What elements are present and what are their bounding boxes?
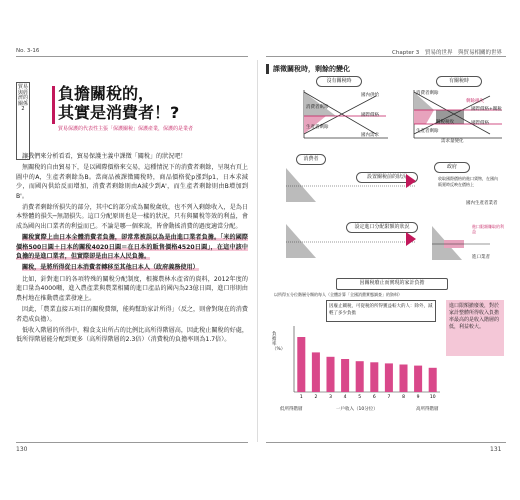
right-page-header (392, 48, 502, 56)
flow-arrow (406, 232, 416, 246)
flow-diagram-2 (286, 220, 426, 260)
flow-note-producer: 國內生產者業者 (466, 201, 498, 206)
paragraph: 比如，針對進口的各項特殊的關稅分配制度，根據農林水產省的資料，2012年度的進口量為4000噸，進入農產業與農業相關的進口產品的國內為23億日圓，進口形則由農村地在推動農產業發達上。 (16, 275, 248, 302)
right-header-rule (266, 56, 506, 57)
left-footer-rule (16, 442, 248, 443)
flow-diagram-1 (286, 164, 426, 204)
gutter (257, 60, 258, 442)
graph2-label: 關稅稅收 (436, 120, 454, 125)
page-subtitle: 貿易保護的代表性主張「保護關稅」保護產業，保護的是業者 (58, 126, 194, 132)
flow-import-quota-box: 設定進口分配限額的狀況 (346, 222, 418, 233)
chart-ylabel: 負擔率（%） (272, 332, 286, 352)
left-page-header: No. 3-16 (16, 48, 40, 54)
bar (341, 359, 349, 392)
flow-government-box: 政府 (434, 162, 470, 173)
graph2-label: 生產者剩餘 (416, 129, 439, 134)
paragraph: 讓我們來分析看看，貿易保護主義中課徵「關稅」的狀況吧！ (22, 153, 187, 160)
graph-with-tariff (406, 88, 506, 143)
x-tick-label: 10 (429, 395, 436, 400)
flow-consumer-box: 消費者 (296, 154, 326, 165)
graph2-label: 國際價格 (471, 121, 489, 126)
paragraph (16, 263, 248, 272)
right-page-number: 131 (490, 446, 502, 453)
page-title-line2: 其實是消費者！? (58, 103, 180, 122)
graph2-label: 需求量變化 (441, 139, 464, 144)
flow-arrow (406, 174, 416, 188)
x-tick-label: 4 (343, 395, 347, 400)
burden-bar-chart (276, 322, 446, 402)
body-text (16, 152, 248, 347)
bar (297, 337, 305, 392)
paragraph: 消費者剩餘所損失的部分，其中C的部分成為關稅歲收，也不列入剩餘收入，是為日本整體的損失─無謂損失。這口分配原則也是一樣的狀況，只有與關稅等效的利益，會成為國內出口業者的利益而已。不論是哪一個來說，皆會動搖消費的過度適當分配。 (16, 204, 248, 230)
left-page (16, 64, 248, 438)
chart-xlabel-left: 低所得階層 (280, 407, 303, 412)
paragraph: 因此，「農業直接五項目的關稅費額，能夠幫助家計所得」（反之，則會對現在的消費者造成負擔）。 (16, 306, 248, 323)
right-footer-rule (266, 442, 506, 443)
bar (385, 363, 393, 392)
x-tick-label: 5 (358, 395, 362, 400)
graph2-title: 有關稅時 (436, 76, 482, 87)
bar (356, 361, 364, 392)
flow-before-tariff-box: 設置關稅前的狀況 (356, 172, 418, 183)
title-accent-bar (52, 86, 55, 124)
flow-note: 收取國際價格的進口貨物，在國內販賣時反映在價格上 (438, 176, 498, 187)
graph1-label: 消費者剩餘 (306, 105, 329, 110)
graph1-label: 國內供給 (361, 93, 379, 98)
x-tick-label: 3 (329, 395, 332, 400)
graph2-label: 消費者剩餘 (416, 91, 439, 96)
bar (429, 368, 437, 392)
x-tick-label: 9 (416, 395, 420, 400)
graph1-label: 國內需求 (361, 133, 379, 138)
flow-note-importer: 進口業者 (472, 255, 490, 260)
side-section-label: 貿易與經濟的關係 2 (16, 82, 30, 160)
graph1-label: 生產者剩餘 (306, 125, 329, 130)
paragraph: 無關稅的自由貿易下，是以國際價格來交易，這種情況下的消費者剩餘，呈現右頁上圖中的A，生產者剩餘為B。當商品被課徵關稅時，商品價格從p漲到p1，日本求減少，而國內供給反而增加，消費者剩餘則由A減少到A'，而生產者剩餘則由B增加到B'。 (16, 164, 248, 200)
pink-side-label: 進口限額賺取的利益 (472, 224, 504, 234)
section-title: 課徵關稅時，剩餘的變化 (266, 64, 350, 74)
page-title-line1: 負擔關稅的， (58, 84, 155, 103)
graph1-label: 國際價格 (361, 113, 379, 118)
highlight-text: 關稅實際上由日本全體消費者負擔，卻常常被誤以為是由進口業者負擔。「米的國際價格500日圓＋日本的關稅4020日圓＝在日本的販售價格4520日圓」，在這中該中負擔的是進口業者，但實際卻是由日本人民負擔。 (16, 234, 248, 261)
x-tick-label: 2 (314, 395, 318, 400)
bar (399, 365, 407, 393)
bar (312, 352, 320, 392)
paragraph (16, 233, 248, 261)
chart-section-title: 因關稅廢止而實現的家計負擔 (336, 278, 448, 290)
graph1-title: 沒有關稅時 (316, 76, 362, 87)
chart-xlabel-right: 高所得階層 (416, 407, 439, 412)
paragraph: 低收入階層的所得中，糧食支出所占的比例比高所得階層高，因此稅止關稅的好處，低所得階層能分配到更多（高所得階層的2.3倍）（消費稅的負擔率則為1.7倍）。 (16, 326, 248, 344)
bar (326, 357, 334, 392)
left-page-number: 130 (16, 446, 28, 453)
chapter-title: 貿易的世界 與貿易相關的世界 (425, 50, 503, 56)
page-title (58, 84, 179, 122)
chart-pink-note: 進口限額撤廢後，對於家計整體所得收入負擔率最高的是收入階層的低，利益較大。 (446, 300, 504, 356)
bar (414, 366, 422, 392)
chart-xlabel: 一戶收入（10分位） (336, 407, 378, 412)
bar (370, 362, 378, 392)
x-tick-label: 8 (402, 395, 405, 400)
x-tick-label: 6 (372, 395, 376, 400)
graph2-label: 剩餘損失 (466, 99, 484, 104)
x-tick-label: 1 (299, 395, 303, 400)
x-tick-label: 7 (387, 395, 391, 400)
highlight-text: 關稅，是將所得從日本消費者轉移至其他日本人（政府義務使用） (22, 264, 199, 272)
right-page (266, 64, 506, 438)
chart-annotation-box: 因廢止關稅，可從稅的所得獲益較大的人：除外，減輕了多少負擔 (326, 300, 436, 322)
left-header-rule (16, 56, 248, 57)
graph2-label: 國際價格+關稅 (471, 107, 502, 112)
chapter-label: Chapter 3 (392, 50, 420, 56)
chart-caption: 以所得五分位階層分類的每人（全體計算「全國消費實態調查」的資料） (274, 292, 402, 297)
